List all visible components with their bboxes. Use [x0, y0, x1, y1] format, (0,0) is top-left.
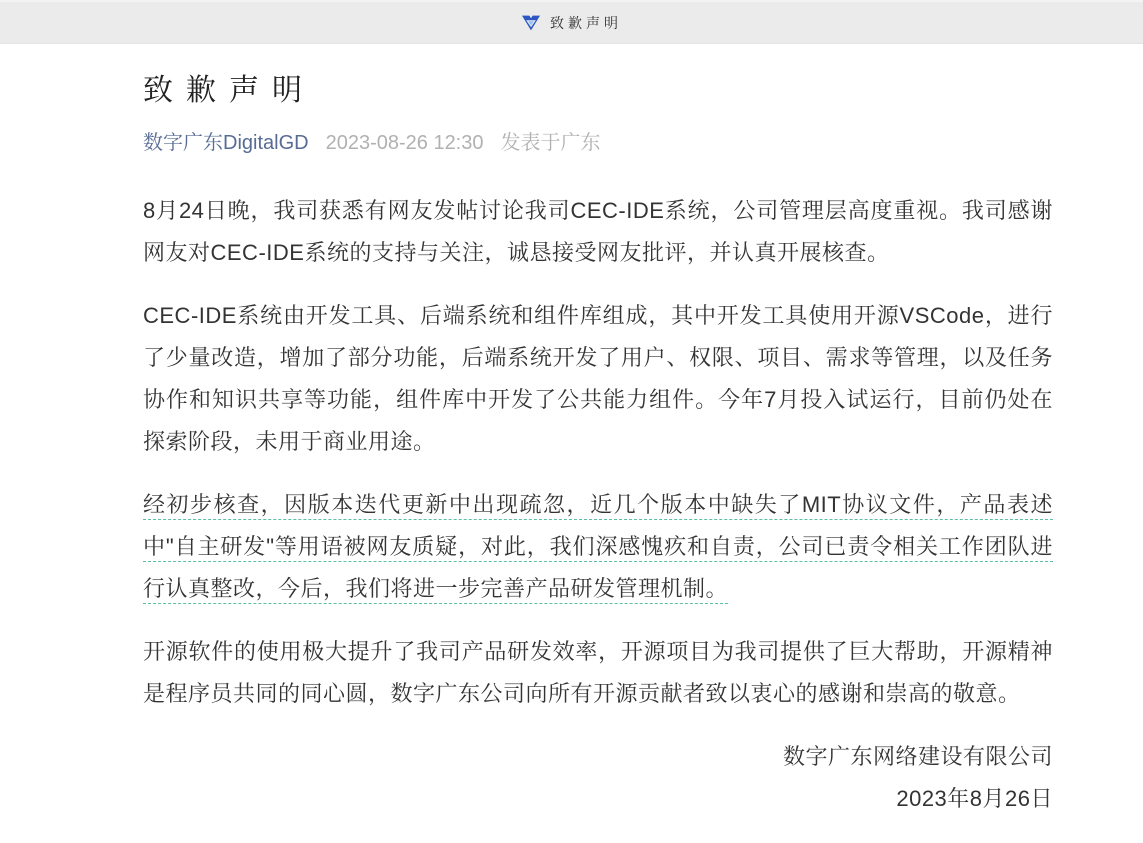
digitalgd-logo-icon	[521, 14, 541, 32]
account-name-link[interactable]: 数字广东DigitalGD	[143, 132, 309, 154]
paragraph-4: 开源软件的使用极大提升了我司产品研发效率，开源项目为我司提供了巨大帮助，开源精神是程序员共同的同心圆，数字广东公司向所有开源贡献者致以衷心的感谢和崇高的敬意。	[143, 639, 1053, 706]
paragraph-1: 8月24日晚，我司获悉有网友发帖讨论我司CEC-IDE系统，公司管理层高度重视。我司感谢网友对CEC-IDE系统的支持与关注，诚恳接受网友批评，并认真开展核查。	[143, 198, 1053, 265]
paragraph-2: CEC-IDE系统由开发工具、后端系统和组件库组成，其中开发工具使用开源VSCode，进行了少量改造，增加了部分功能，后端系统开发了用户、权限、项目、需求等管理，以及任务协作和知识共享等功能，组件库中开发了公共能力组件。今年7月投入试运行，目前仍处在探索阶段，未用于商业用途。	[143, 303, 1053, 454]
article-body	[143, 190, 1053, 715]
publish-location: 发表于广东	[500, 132, 601, 154]
window-title: 致歉声明	[550, 14, 622, 31]
publish-timestamp: 2023-08-26 12:30	[325, 132, 484, 154]
article-title: 致歉声明	[143, 74, 315, 107]
window-title-bar	[0, 0, 1143, 44]
signature	[143, 736, 1053, 830]
paragraph-3-underlined: 经初步核查，因版本迭代更新中出现疏忽，近几个版本中缺失了MIT协议文件，产品表述中"自主研发"等用语被网友质疑，对此，我们深感愧疚和自责，公司已责令相关工作团队进行认真整改，今后，我们将进一步完善产品研发管理机制。	[143, 492, 1053, 601]
article	[143, 44, 1053, 830]
article-byline	[143, 129, 1053, 157]
signature-date: 2023年8月26日	[896, 786, 1053, 811]
signature-company: 数字广东网络建设有限公司	[782, 744, 1053, 769]
